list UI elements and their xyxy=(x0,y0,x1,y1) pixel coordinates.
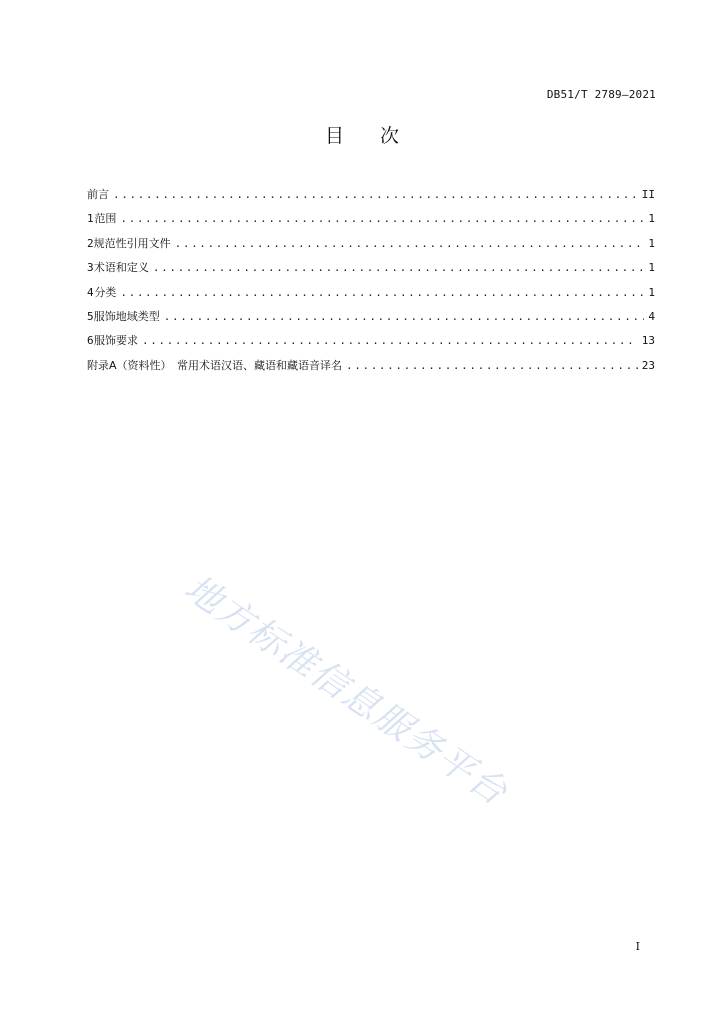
toc-leader-dots xyxy=(346,354,638,378)
toc-entry-appendix-a[interactable] xyxy=(87,354,655,378)
toc-entry-page: 1 xyxy=(648,212,655,226)
toc-leader-dots xyxy=(142,329,638,353)
toc-entry-requirements[interactable] xyxy=(87,329,655,353)
toc-entry-number: 4 xyxy=(87,285,94,299)
toc-leader-dots xyxy=(120,281,644,305)
toc-entry-page: II xyxy=(641,188,655,201)
toc-leader-dots xyxy=(175,232,645,256)
toc-leader-dots xyxy=(113,183,638,207)
document-code: DB51/T 2789—2021 xyxy=(546,88,656,101)
toc-entry-classification[interactable] xyxy=(87,281,655,305)
watermark: 地方标准信息服务平台 xyxy=(177,567,516,815)
toc-entry-page: 1 xyxy=(648,285,655,299)
toc-entry-number: 3 xyxy=(87,261,94,275)
toc-entry-normative-references[interactable] xyxy=(87,232,655,256)
toc-entry-label: 附录A（资料性） 常用术语汉语、藏语和藏语音译名 xyxy=(87,358,343,372)
table-of-contents xyxy=(87,183,655,378)
toc-entry-page: 4 xyxy=(648,309,655,323)
toc-entry-label: 规范性引用文件 xyxy=(93,236,171,250)
toc-leader-dots xyxy=(153,256,644,280)
toc-entry-label: 范围 xyxy=(94,212,117,226)
toc-entry-number: 2 xyxy=(87,236,94,250)
toc-entry-page: 1 xyxy=(648,236,655,250)
toc-entry-label: 前言 xyxy=(87,188,109,201)
toc-entry-number: 1 xyxy=(87,212,94,226)
toc-leader-dots xyxy=(164,305,645,329)
toc-entry-regional-types[interactable] xyxy=(87,305,655,329)
toc-title: 目次 xyxy=(324,125,435,147)
toc-entry-foreword[interactable] xyxy=(87,183,655,207)
toc-entry-scope[interactable] xyxy=(87,207,655,231)
toc-entry-terms-definitions[interactable] xyxy=(87,256,655,280)
toc-entry-number: 6 xyxy=(87,334,94,348)
toc-entry-page: 13 xyxy=(641,334,655,348)
toc-entry-label: 服饰地域类型 xyxy=(93,309,160,323)
toc-entry-label: 分类 xyxy=(94,285,117,299)
toc-entry-number: 5 xyxy=(87,309,94,323)
toc-entry-label: 服饰要求 xyxy=(93,334,138,348)
toc-entry-page: 1 xyxy=(648,261,655,275)
toc-entry-page: 23 xyxy=(641,358,655,372)
toc-leader-dots xyxy=(120,207,644,231)
toc-entry-label: 术语和定义 xyxy=(93,261,149,275)
page-number: I xyxy=(635,940,640,953)
